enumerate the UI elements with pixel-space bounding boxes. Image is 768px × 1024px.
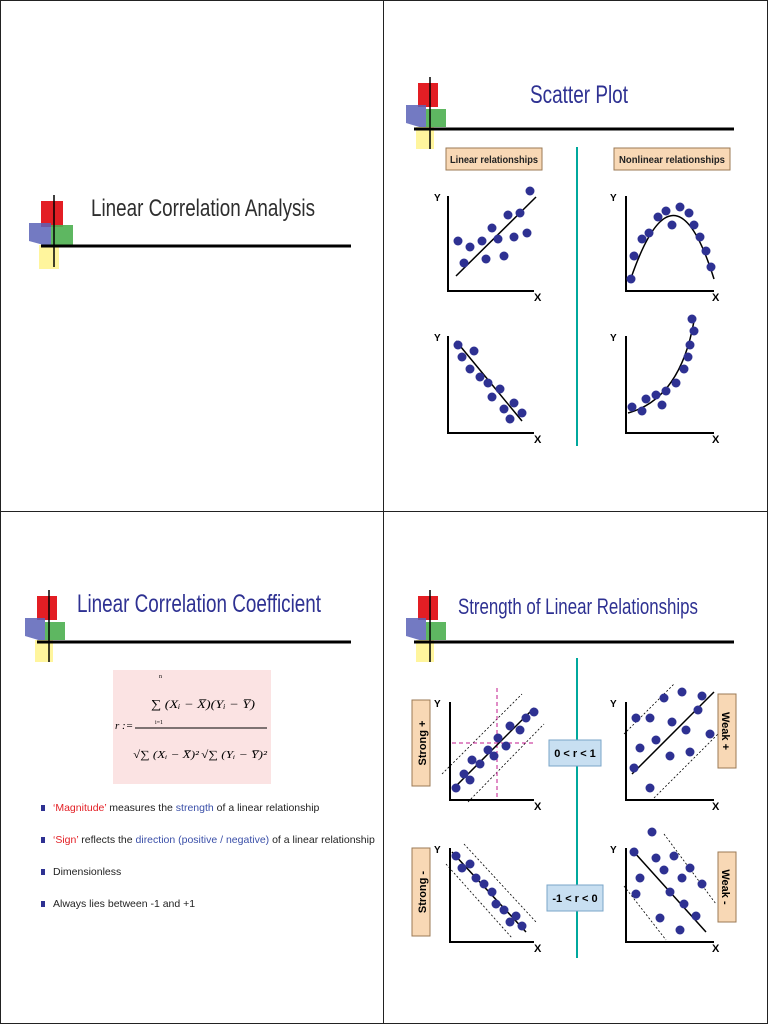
slide-1-title: Linear Correlation Analysis bbox=[91, 195, 315, 222]
svg-text:X: X bbox=[712, 801, 720, 813]
list-item: ‘Magnitude’ measures the strength of a linear relationship bbox=[41, 802, 381, 814]
svg-text:Y: Y bbox=[434, 193, 441, 204]
svg-text:X: X bbox=[712, 943, 720, 955]
slide-4 bbox=[384, 512, 768, 1024]
svg-text:Y: Y bbox=[610, 699, 617, 710]
strong-negative-label bbox=[412, 848, 430, 936]
svg-text:X: X bbox=[534, 292, 542, 304]
weak-negative-label bbox=[718, 852, 736, 922]
svg-text:Strong -: Strong - bbox=[417, 870, 429, 914]
svg-text:Y: Y bbox=[610, 333, 617, 344]
nonlinear-relationships-label bbox=[614, 148, 730, 170]
svg-text:X: X bbox=[534, 801, 542, 813]
list-item: Always lies between -1 and +1 bbox=[41, 898, 381, 910]
svg-text:n: n bbox=[159, 674, 162, 680]
scatter-strong-negative bbox=[434, 844, 542, 955]
svg-text:0 < r < 1: 0 < r < 1 bbox=[554, 748, 596, 760]
svg-text:Y: Y bbox=[610, 845, 617, 856]
slide-2-title: Scatter Plot bbox=[530, 81, 629, 109]
list-item: ‘Sign’ reflects the direction (positive / negative) of a linear relationship bbox=[41, 834, 381, 846]
svg-text:√∑ (Yᵢ − Y̅)²: √∑ (Yᵢ − Y̅)² bbox=[201, 749, 268, 761]
slide-logo-icon bbox=[406, 590, 446, 662]
slide-logo-icon bbox=[25, 590, 65, 662]
svg-text:X: X bbox=[534, 943, 542, 955]
list-item: Dimensionless bbox=[41, 866, 381, 878]
svg-text:Y: Y bbox=[434, 845, 441, 856]
scatter-linear-positive bbox=[434, 187, 542, 305]
slide-4-canvas bbox=[384, 512, 768, 1024]
positive-range-box bbox=[549, 740, 601, 766]
scatter-weak-negative bbox=[610, 828, 720, 956]
scatter-weak-positive bbox=[610, 684, 720, 813]
svg-text:Nonlinear relationships: Nonlinear relationships bbox=[619, 154, 726, 166]
scatter-nonlinear-exponential bbox=[610, 315, 720, 447]
correlation-formula bbox=[113, 670, 271, 784]
svg-text:Y: Y bbox=[434, 333, 441, 344]
svg-text:X: X bbox=[534, 434, 542, 446]
slide-4-title: Strength of Linear Relationships bbox=[458, 594, 698, 619]
svg-text:Y: Y bbox=[610, 193, 617, 204]
strong-positive-label bbox=[412, 700, 430, 786]
slide-3-canvas bbox=[1, 512, 384, 1024]
slide-2-canvas bbox=[384, 1, 768, 512]
slide-1 bbox=[0, 0, 384, 512]
svg-text:∑ (Xᵢ − X̅)(Yᵢ − Y̅): ∑ (Xᵢ − X̅)(Yᵢ − Y̅) bbox=[151, 697, 255, 711]
svg-text:r :=: r := bbox=[115, 720, 134, 732]
svg-text:Weak -: Weak - bbox=[719, 869, 731, 905]
svg-text:√∑ (Xᵢ − X̅)²: √∑ (Xᵢ − X̅)² bbox=[133, 749, 200, 761]
svg-text:Weak +: Weak + bbox=[719, 711, 731, 751]
scatter-strong-positive bbox=[434, 688, 544, 813]
svg-text:Strong +: Strong + bbox=[417, 720, 429, 766]
slide-2 bbox=[384, 0, 768, 512]
scatter-linear-negative bbox=[434, 333, 542, 446]
svg-text:X: X bbox=[712, 434, 720, 446]
slide-3 bbox=[0, 512, 384, 1024]
svg-text:-1 < r < 0: -1 < r < 0 bbox=[552, 893, 598, 905]
svg-text:X: X bbox=[712, 292, 720, 304]
slide-logo-icon bbox=[29, 195, 73, 269]
slide-1-canvas bbox=[1, 1, 384, 512]
svg-text:Linear relationships: Linear relationships bbox=[450, 154, 539, 166]
negative-range-box bbox=[547, 885, 603, 911]
slide-logo-icon bbox=[406, 77, 446, 149]
slide-3-title: Linear Correlation Coefficient bbox=[77, 590, 322, 618]
svg-text:Y: Y bbox=[434, 699, 441, 710]
weak-positive-label bbox=[718, 694, 736, 768]
svg-text:i=1: i=1 bbox=[155, 720, 164, 726]
scatter-nonlinear-curve bbox=[610, 193, 720, 304]
linear-relationships-label bbox=[446, 148, 542, 170]
coefficient-properties-list bbox=[41, 802, 381, 930]
